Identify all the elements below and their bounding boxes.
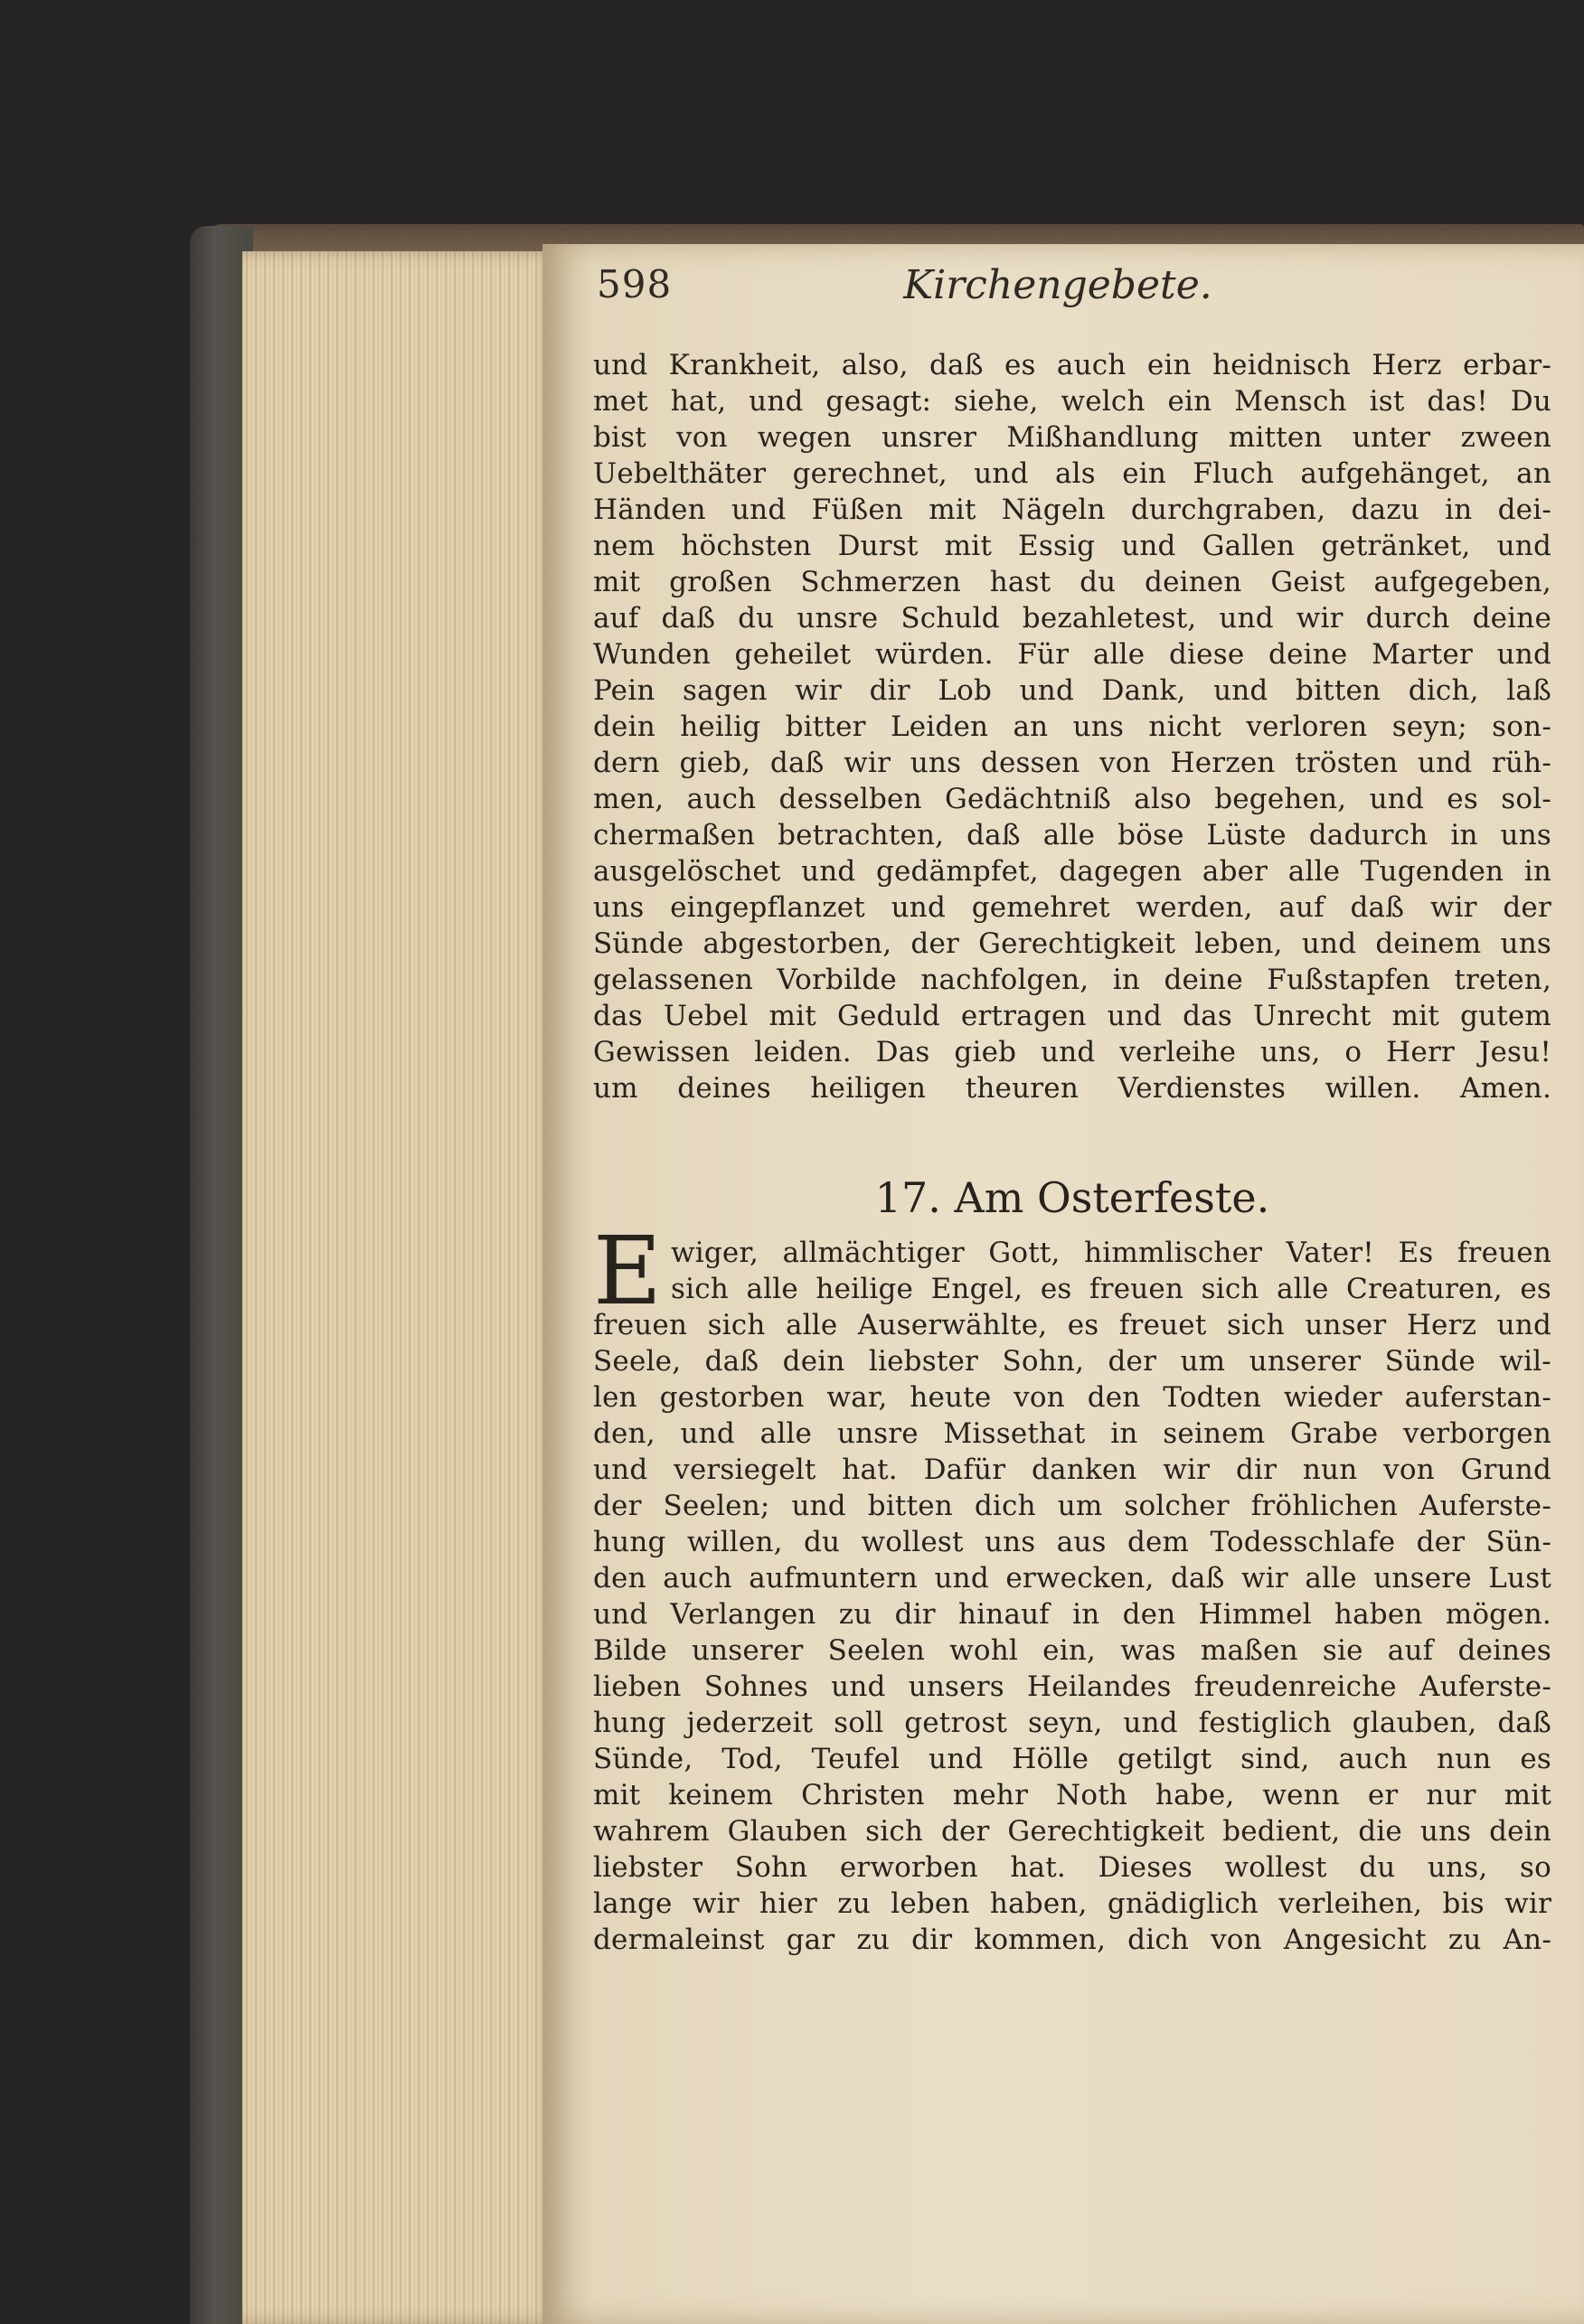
text-line: mit keinem Christen mehr Noth habe, wenn er nur mit — [593, 1779, 1551, 1811]
text-line: dein heilig bitter Leiden an uns nicht verloren seyn; son- — [593, 710, 1551, 743]
easter-prayer — [593, 1216, 1551, 1958]
text-line: lieben Sohnes und unsers Heilandes freudenreiche Auferste- — [593, 1670, 1551, 1703]
page-header — [597, 262, 1573, 325]
page-number: 598 — [597, 262, 673, 306]
text-line: und Verlangen zu dir hinauf in den Himmel haben mögen. — [593, 1598, 1551, 1631]
drop-cap: E — [593, 1216, 662, 1326]
section-heading: 17. Am Osterfeste. — [874, 1173, 1270, 1222]
text-line: um deines heiligen theuren Verdienstes willen. Amen. — [593, 1072, 1551, 1105]
text-line: freuen sich alle Auserwählte, es freuet sich unser Herz und — [593, 1309, 1551, 1341]
text-line: den auch aufmuntern und erwecken, daß wir alle unsere Lust — [593, 1562, 1551, 1595]
text-line: ausgelöschet und gedämpfet, dagegen aber alle Tugenden in — [593, 855, 1551, 888]
text-line: uns eingepflanzet und gemehret werden, auf daß wir der — [593, 891, 1551, 924]
text-line: den, und alle unsre Missethat in seinem Grabe verborgen — [593, 1417, 1551, 1450]
text-line: Gewissen leiden. Das gieb und verleihe uns, o Herr Jesu! — [593, 1036, 1551, 1068]
text-line: das Uebel mit Geduld ertragen und das Unrecht mit gutem — [593, 1000, 1551, 1032]
text-line: hung jederzeit soll getrost seyn, und festiglich glauben, daß — [593, 1707, 1551, 1739]
prayer-continued-text — [593, 347, 1551, 1106]
text-line: gelassenen Vorbilde nachfolgen, in deine Fußstapfen treten, — [593, 964, 1551, 996]
running-title: Kirchengebete. — [903, 262, 1212, 308]
text-line: liebster Sohn erworben hat. Dieses wollest du uns, so — [593, 1851, 1551, 1884]
text-line: dern gieb, daß wir uns dessen von Herzen trösten und rüh- — [593, 747, 1551, 779]
page-stack-edge — [242, 251, 559, 2324]
text-line: len gestorben war, heute von den Todten wieder auferstan- — [593, 1381, 1551, 1414]
text-line: hung willen, du wollest uns aus dem Todesschlafe der Sün- — [593, 1526, 1551, 1558]
text-line: Bilde unserer Seelen wohl ein, was maßen sie auf deines — [593, 1634, 1551, 1667]
text-line: met hat, und gesagt: siehe, welch ein Mensch ist das! Du — [593, 385, 1551, 418]
easter-prayer-lines — [593, 1235, 1551, 1958]
text-line: wiger, allmächtiger Gott, himmlischer Vater! Es freuen — [671, 1237, 1551, 1269]
text-line: Wunden geheilet würden. Für alle diese deine Marter und — [593, 638, 1551, 671]
text-line: auf daß du unsre Schuld bezahletest, und wir durch deine — [593, 602, 1551, 635]
text-line: lange wir hier zu leben haben, gnädiglich verleihen, bis wir — [593, 1887, 1551, 1920]
text-line: Sünde, Tod, Teufel und Hölle getilgt sind, auch nun es — [593, 1743, 1551, 1775]
text-line: Pein sagen wir dir Lob und Dank, und bitten dich, laß — [593, 674, 1551, 707]
text-line: der Seelen; und bitten dich um solcher fröhlichen Auferste- — [593, 1490, 1551, 1522]
text-line: chermaßen betrachten, daß alle böse Lüste dadurch in uns — [593, 819, 1551, 852]
text-line: nem höchsten Durst mit Essig und Gallen getränket, und — [593, 530, 1551, 562]
text-line: wahrem Glauben sich der Gerechtigkeit bedient, die uns dein — [593, 1815, 1551, 1848]
text-line: sich alle heilige Engel, es freuen sich alle Creaturen, es — [671, 1273, 1551, 1305]
text-line: und Krankheit, also, daß es auch ein heidnisch Herz erbar- — [593, 349, 1551, 381]
text-line: dermaleinst gar zu dir kommen, dich von Angesicht zu An- — [593, 1924, 1551, 1956]
text-line: men, auch desselben Gedächtniß also begehen, und es sol- — [593, 783, 1551, 815]
text-line: und versiegelt hat. Dafür danken wir dir nun von Grund — [593, 1454, 1551, 1486]
text-line: Sünde abgestorben, der Gerechtigkeit leben, und deinem uns — [593, 927, 1551, 960]
text-line: Händen und Füßen mit Nägeln durchgraben, dazu in dei- — [593, 494, 1551, 526]
text-line: bist von wegen unsrer Mißhandlung mitten unter zween — [593, 421, 1551, 454]
heading-rule — [1067, 1202, 1320, 1204]
text-line: mit großen Schmerzen hast du deinen Geist aufgegeben, — [593, 566, 1551, 598]
text-line: Uebelthäter gerechnet, und als ein Fluch aufgehänget, an — [593, 457, 1551, 490]
text-line: Seele, daß dein liebster Sohn, der um unserer Sünde wil- — [593, 1345, 1551, 1378]
